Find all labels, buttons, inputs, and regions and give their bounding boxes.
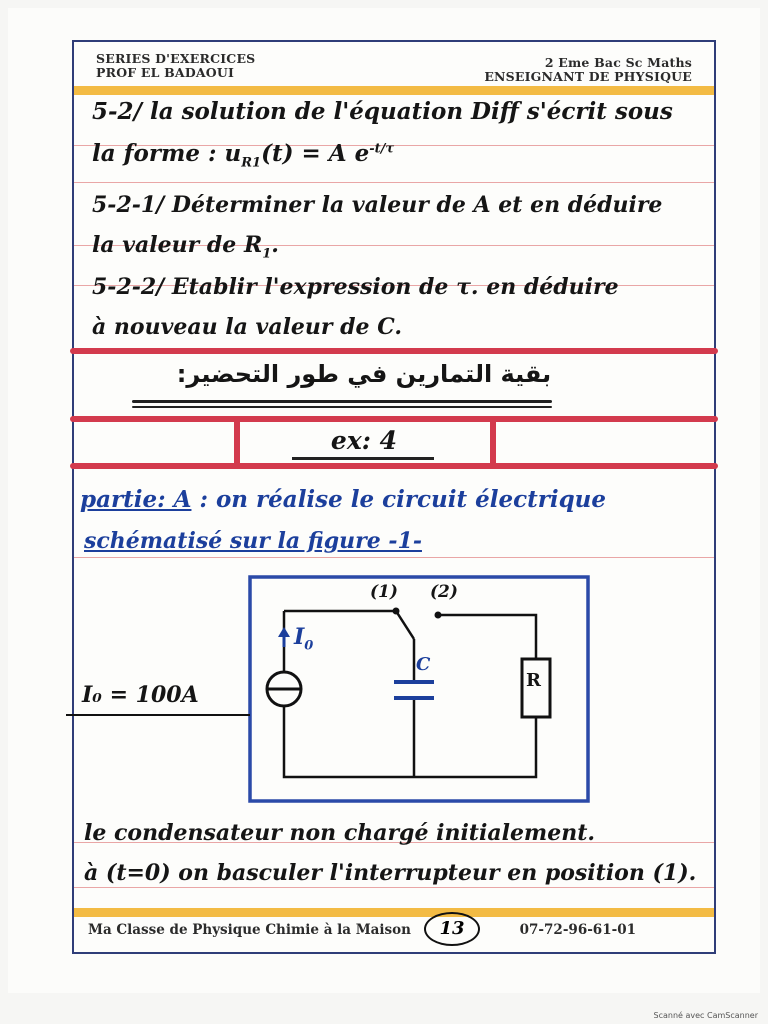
question-5-2-1-line1: 5-2-1/ Déterminer la valeur de A et en déduire: [92, 192, 663, 218]
switch-contact-2: [435, 612, 442, 619]
arabic-note: بقية التمارين في طور التحضير:: [176, 360, 552, 388]
ruled-line: [74, 182, 714, 183]
arabic-underline: [132, 406, 552, 408]
switch-position-1: (1): [370, 582, 398, 602]
formula-exponent: -t/τ: [369, 141, 395, 157]
footer-title: Ma Classe de Physique Chimie à la Maison: [88, 922, 411, 938]
footer-orange-bar: [74, 908, 714, 917]
formula-body: (t) = A e: [261, 140, 370, 167]
arabic-underline: [132, 400, 552, 403]
scanner-watermark: Scanné avec CamScanner: [653, 1011, 758, 1020]
formula-subscript: R1: [241, 155, 262, 171]
page-frame: [72, 40, 716, 954]
question-5-2-2-line2: à nouveau la valeur de C.: [92, 314, 402, 340]
header-orange-bar: [74, 86, 714, 95]
part-label: partie: A: [80, 486, 192, 513]
ruled-line: [74, 557, 714, 558]
scanned-page: [8, 8, 760, 993]
switch-contact-1: [393, 608, 400, 615]
exercise-title-underline: [292, 457, 434, 460]
current-value: I₀ = 100A: [82, 682, 199, 708]
header-right: [484, 56, 692, 84]
current-source-label: $I_0$: [294, 624, 314, 654]
red-box-edge: [234, 418, 240, 466]
resistor-label: R: [526, 670, 541, 691]
class-level: 2 Eme Bac Sc Maths: [544, 55, 692, 70]
red-divider: [70, 463, 718, 469]
formula-prefix: la forme : u: [92, 140, 242, 167]
capacitor-label: C: [416, 654, 431, 675]
part-a-line2: schématisé sur la figure -1-: [84, 528, 422, 554]
circuit-wire: [284, 611, 536, 777]
question-5-2-1-line2: la valeur de $R_1$.: [92, 232, 279, 262]
page-number: 13: [424, 912, 480, 946]
part-text: : on réalise le circuit électrique: [199, 486, 607, 513]
r1-text: la valeur de R: [92, 232, 263, 258]
question-5-2-line2: [92, 140, 394, 171]
capacitor-initial-state: le condensateur non chargé initialement.: [84, 820, 596, 846]
teacher-role: ENSEIGNANT DE PHYSIQUE: [484, 69, 692, 84]
red-divider: [70, 416, 718, 422]
switch-instruction: à (t=0) on basculer l'interrupteur en position (1).: [84, 860, 697, 886]
part-a-line1: [80, 486, 606, 513]
ruled-line: [74, 887, 714, 888]
teacher-name: PROF EL BADAOUI: [96, 65, 235, 80]
red-divider: [70, 348, 718, 354]
series-title: SERIES D'EXERCICES: [96, 51, 256, 66]
question-5-2-line1: 5-2/ la solution de l'équation Diff s'écrit sous: [92, 98, 673, 125]
exercise-title: ex: 4: [330, 426, 398, 455]
red-box-edge: [490, 418, 496, 466]
circuit-wire: [440, 615, 536, 659]
switch-position-2: (2): [430, 582, 458, 602]
r1-subscript: 1: [262, 246, 272, 262]
question-5-2-2-line1: 5-2-2/ Etablir l'expression de τ. en déduire: [92, 274, 619, 300]
footer-phone: 07-72-96-61-01: [519, 922, 636, 938]
header-left: [96, 52, 255, 80]
